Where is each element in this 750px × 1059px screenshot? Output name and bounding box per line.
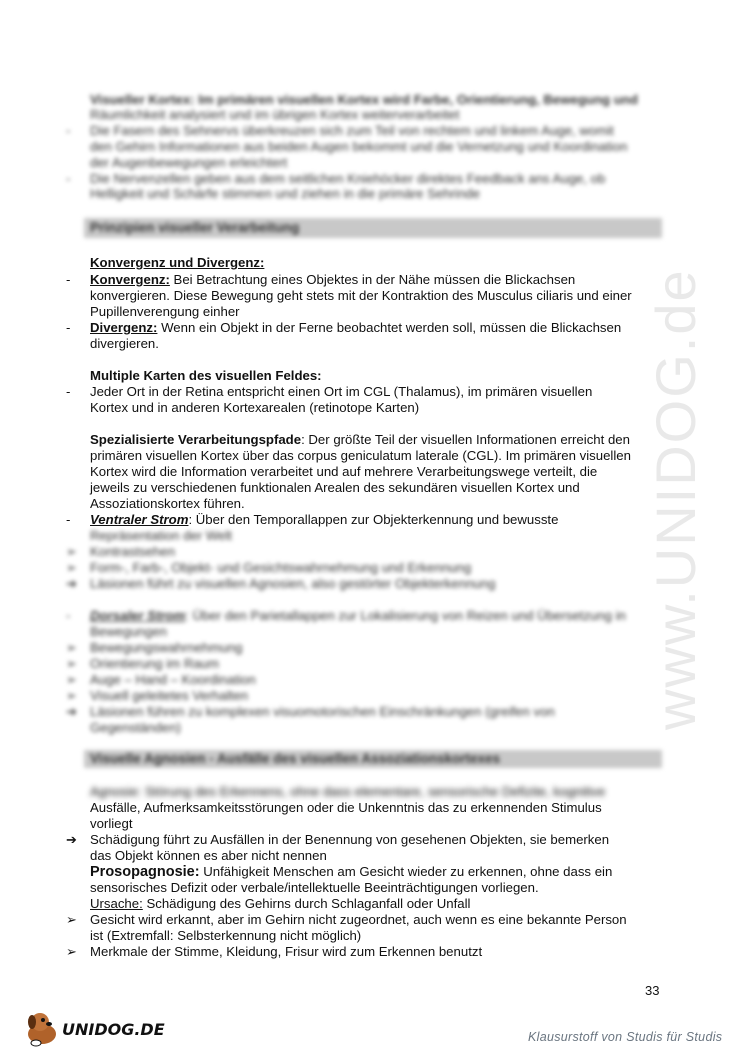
text-line: konvergieren. Diese Bewegung geht stets mit der Kontraktion des Musculus ciliaris und einer xyxy=(90,288,632,303)
footer-slogan: Klausurstoff von Studis für Studis xyxy=(528,1030,723,1044)
text-line: Läsionen führen zu komplexen visuomotorischen Einschränkungen (greifen von xyxy=(90,704,555,719)
text-line: Kortex und in anderen Kortexarealen (retinotope Karten) xyxy=(90,400,420,415)
text-line: Jeder Ort in der Retina entspricht einen Ort im CGL (Thalamus), im primären visuellen xyxy=(90,384,593,399)
chevron-icon: ➢ xyxy=(66,912,78,927)
text-line: Kortex wird die Information verarbeitet und auf mehrere Verarbeitungswege verteilt, die xyxy=(90,464,598,479)
chevron-icon: ➢ xyxy=(66,544,78,559)
text-line: ist (Extremfall: Selbsterkennung nicht möglich) xyxy=(90,928,362,943)
text-line: Form-, Farb-, Objekt- und Gesichtswahrnehmung und Erkennung xyxy=(90,560,472,575)
text-line: Die Fasern des Sehnervs überkreuzen sich zum Teil von rechtem und linkem Auge, womit xyxy=(90,123,614,138)
text-line: Agnosie: Störung des Erkennens, ohne dass elementare, sensorische Defizite, kognitive xyxy=(90,784,606,799)
text-line: Ausfälle, Aufmerksamkeitsstörungen oder die Unkenntnis das zu erkennenden Stimulus xyxy=(90,800,602,815)
text-line: Pupillenverengung einher xyxy=(90,304,240,319)
text-line: divergieren. xyxy=(90,336,159,351)
text-line: Helligkeit und Schärfe stimmen und ziehen in die primäre Sehrinde xyxy=(90,186,480,201)
dash-icon: - xyxy=(66,320,71,335)
text-line: Visueller Kortex: Im primären visuellen Kortex wird Farbe, Orientierung, Bewegung und xyxy=(90,92,638,107)
text-line: Orientierung im Raum xyxy=(90,656,219,671)
text-line: Dorsaler Strom: Über den Parietallappen zur Lokalisierung von Reizen und Übersetzung in xyxy=(90,608,626,623)
text-line: Gesicht wird erkannt, aber im Gehirn nicht zugeordnet, auch wenn es eine bekannte Person xyxy=(90,912,627,927)
text-line: jeweils zu verschiedenen funktionalen Arealen des sekundären visuellen Kortex und xyxy=(90,480,580,495)
text-line: Spezialisierte Verarbeitungspfade: Der größte Teil der visuellen Informationen erreicht den xyxy=(90,432,630,447)
text-line: Die Nervenzellen geben aus dem seitlichen Kniehöcker direktes Feedback ans Auge, ob xyxy=(90,171,606,186)
text-line: Räumlichkeit analysiert und im übrigen Kortex weiterverarbeitet xyxy=(90,107,460,122)
text-line: primären visuellen Kortex über das corpus geniculatum laterale (CGL). Im primären visuellen xyxy=(90,448,631,463)
text-line: Gegenständen) xyxy=(90,720,181,735)
dash-icon: - xyxy=(66,272,71,287)
text-line: den Gehirn Informationen aus beiden Augen bekommt und die Vernetzung und Koordination xyxy=(90,139,628,154)
text-line: Läsionen führt zu visuellen Agnosien, also gestörter Objekterkennung xyxy=(90,576,496,591)
dog-icon xyxy=(22,1008,62,1048)
text-line: Konvergenz: Bei Betrachtung eines Objektes in der Nähe müssen die Blickachsen xyxy=(90,272,576,287)
text-line: Bewegungen xyxy=(90,624,167,639)
chevron-icon: ➢ xyxy=(66,560,78,575)
chevron-icon: ➢ xyxy=(66,640,78,655)
arrow-icon: ➔ xyxy=(66,704,78,719)
text-line: Auge – Hand – Koordination xyxy=(90,672,256,687)
dash-icon: - xyxy=(66,608,71,623)
dash-icon: - xyxy=(66,384,71,399)
text-line: Ventraler Strom: Über den Temporallappen zur Objekterkennung und bewusste xyxy=(90,512,559,527)
text-line: Visuell geleitetes Verhalten xyxy=(90,688,249,703)
text-line: Schädigung führt zu Ausfällen in der Benennung von gesehenen Objekten, sie bemerken xyxy=(90,832,610,847)
page-number: 33 xyxy=(645,983,660,998)
arrow-icon: ➔ xyxy=(66,576,78,591)
watermark: www.UNIDOG.de xyxy=(644,268,707,730)
arrow-icon: ➔ xyxy=(66,832,78,847)
text-line: Prosopagnosie: Unfähigkeit Menschen am Gesicht wieder zu erkennen, ohne dass ein xyxy=(90,864,613,880)
chevron-icon: ➢ xyxy=(66,688,78,703)
section-heading: Visuelle Agnosien - Ausfälle des visuellen Assoziationskortexes xyxy=(84,750,662,768)
dash-icon: - xyxy=(66,123,71,138)
text-line: Ursache: Schädigung des Gehirns durch Schlaganfall oder Unfall xyxy=(90,896,471,911)
subheading: Multiple Karten des visuellen Feldes: xyxy=(90,368,322,383)
text-line: Assoziationskortex führen. xyxy=(90,496,245,511)
section-heading: Prinzipien visueller Verarbeitung xyxy=(84,218,662,238)
logo-text: UNIDOG.DE xyxy=(62,1020,165,1039)
text-line: Divergenz: Wenn ein Objekt in der Ferne beobachtet werden soll, müssen die Blickachsen xyxy=(90,320,622,335)
text-line: Bewegungswahrnehmung xyxy=(90,640,243,655)
text-line: Repräsentation der Welt xyxy=(90,528,232,543)
text-line: sensorisches Defizit oder verbale/intellektuelle Beeinträchtigungen vorliegen. xyxy=(90,880,539,895)
text-line: das Objekt können es aber nicht nennen xyxy=(90,848,327,863)
dash-icon: - xyxy=(66,171,71,186)
text-line: Merkmale der Stimme, Kleidung, Frisur wird zum Erkennen benutzt xyxy=(90,944,483,959)
text-line: Kontrastsehen xyxy=(90,544,176,559)
chevron-icon: ➢ xyxy=(66,672,78,687)
subheading: Konvergenz und Divergenz: xyxy=(90,255,265,270)
chevron-icon: ➢ xyxy=(66,944,78,959)
unidog-logo xyxy=(22,1008,165,1048)
dash-icon: - xyxy=(66,512,71,527)
text-line: vorliegt xyxy=(90,816,133,831)
text-line: der Augenbewegungen erleichtert xyxy=(90,155,288,170)
chevron-icon: ➢ xyxy=(66,656,78,671)
